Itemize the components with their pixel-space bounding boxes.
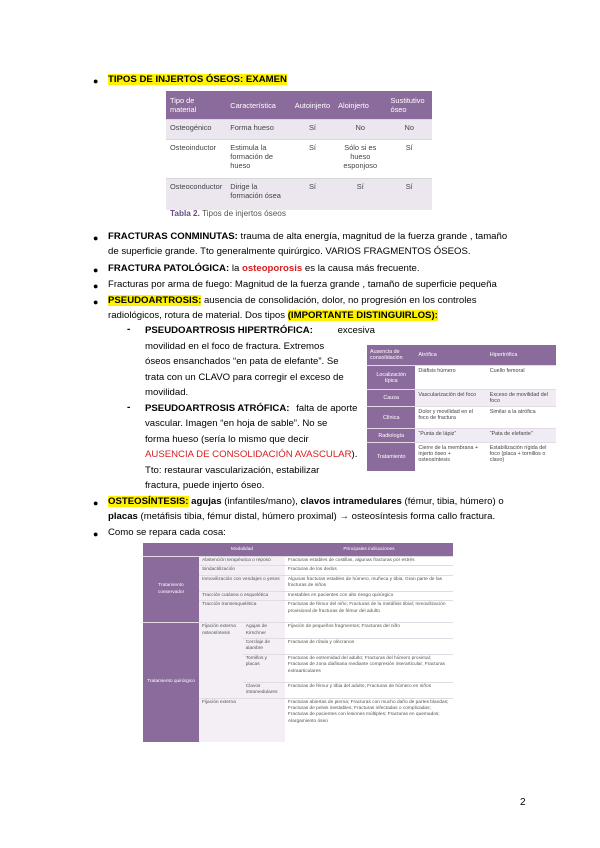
grafts-table — [166, 91, 432, 210]
dash: - — [127, 402, 131, 413]
table-cell: Algunas fracturas estables de húmero, muñeca y tibia; Gran parte de las fracturas de niños — [285, 575, 453, 591]
paragraph: movilidad en el foco de fractura. Extremos — [145, 341, 325, 352]
paragraph — [108, 294, 477, 308]
paragraph: vascular. Imagen “en hoja de sable”. No se — [145, 418, 328, 429]
table-cell: Sí — [291, 179, 334, 211]
table-row — [367, 407, 556, 429]
text-span: placas — [108, 511, 138, 522]
table-cell: “Punta de lápiz” — [415, 429, 486, 443]
table-cell: Sí — [386, 179, 432, 211]
table-header-row — [166, 91, 432, 120]
table-row — [367, 390, 556, 407]
table-cell: Atrófica — [415, 345, 486, 366]
table-cell: Inmovilización con vendajes o yesos — [199, 575, 285, 591]
table-cell: Radiología — [367, 429, 415, 443]
table-cell — [143, 543, 199, 557]
table-cell: Hipertrófica — [487, 345, 556, 366]
text-span: (IMPORTANTE DISTINGUIRLOS): — [287, 310, 438, 321]
paragraph: fractura, puede injerto óseo. — [145, 480, 265, 491]
table-cell: Tratamiento — [367, 443, 415, 471]
text-span: osteoporosis — [241, 263, 303, 274]
table-cell: Agujas de Kirschner — [243, 623, 285, 639]
table-cell: Forma hueso — [226, 120, 290, 140]
text-span: Tabla 2. — [170, 209, 200, 218]
table-cell: Fijación de pequeños fragmentos; Fracturas del niño — [285, 623, 453, 639]
text-span: OSTEOSÍNTESIS: — [108, 496, 189, 507]
paragraph — [108, 262, 420, 276]
paragraph — [145, 448, 357, 462]
text-span: PSEUDOARTROSIS: — [108, 295, 202, 306]
text-span: excesiva — [337, 325, 375, 336]
table-row — [166, 140, 432, 179]
paragraph: de superficie grande. Tto generalmente quirúrgico. VARIOS FRAGMENTOS ÓSEOS. — [108, 246, 471, 257]
table-cell: Inestables en pacientes con alto riesgo quirúrgico — [285, 591, 453, 600]
table-cell: Estimula la formación de hueso — [226, 140, 290, 179]
dash: - — [127, 324, 131, 335]
bullet: ● — [93, 498, 99, 508]
table-row — [166, 120, 432, 140]
text-span: TIPOS DE INJERTOS ÓSEOS: EXAMEN — [108, 74, 287, 85]
table-cell: “Pata de elefante” — [487, 429, 556, 443]
text-span: (metáfisis tibia, fémur distal, húmero proximal) → osteosíntesis forma callo fractura. — [140, 511, 496, 522]
text-span: la — [231, 263, 240, 274]
text-span: (infantiles/mano), — [224, 496, 298, 507]
table-cell: Sí — [291, 140, 334, 179]
table-cell: Cuello femoral — [487, 366, 556, 390]
paragraph — [108, 510, 495, 524]
table-cell: Tratamiento quirúrgico — [143, 623, 199, 742]
text-span: (fémur, tibia, húmero) o — [404, 496, 504, 507]
text-span: PSEUDOARTROSIS HIPERTRÓFICA: — [145, 325, 313, 336]
table-cell: Ausencia de consolidación — [367, 345, 415, 366]
bullet: ● — [93, 281, 99, 291]
paragraph — [108, 230, 507, 244]
table-cell: Fracturas abiertas de pierna; Fracturas con mucho daño de partes blandas; Fracturas de pelvis inestables; Fracturas infectadas o complicadas; Fracturas de pacientes con lesiones múltiples; Fracturas en quemados; Alargamiento óseo — [285, 698, 453, 742]
paragraph — [145, 324, 375, 338]
table-header-row — [143, 543, 453, 557]
text-span: Tipos de injertos óseos — [202, 209, 286, 218]
paragraph: trata con un CLAVO para corregir el exceso de — [145, 372, 344, 383]
text-span: radiológicos, rotura de material. Dos tipos — [108, 310, 286, 321]
table-row — [367, 366, 556, 390]
section-title — [108, 73, 287, 87]
column-header: Autoinjerto — [291, 91, 334, 120]
table-cell: Clínica — [367, 407, 415, 429]
table-cell: Sí — [334, 179, 386, 211]
table-cell: Fracturas de fémur y tibia del adulto; Fracturas de húmero en niños — [285, 682, 453, 698]
table-cell: Exceso de movilidad del foco — [487, 390, 556, 407]
paragraph: Fracturas por arma de fuego: Magnitud de la fuerza grande , tamaño de superficie pequeña — [108, 279, 497, 290]
table-cell: Osteoinductor — [166, 140, 226, 179]
pseudoarthrosis-table — [367, 345, 556, 471]
table-caption — [170, 209, 286, 218]
text-span: FRACTURA PATOLÓGICA: — [108, 263, 230, 274]
table-cell: Tracción cutánea o esquelética — [199, 591, 285, 600]
table-cell: Tratamiento conservador — [143, 557, 199, 623]
table-cell: Fracturas de fémur del niño; Fracturas de la metáfisis tibial; Inmovilización provisional de fracturas de fémur del adulto — [285, 601, 453, 623]
paragraph: movilidad. — [145, 387, 189, 398]
table-cell: Similar a la atrófica — [487, 407, 556, 429]
table-cell: Dolor y movilidad en el foco de fractura — [415, 407, 486, 429]
table-cell: No — [386, 120, 432, 140]
bullet: ● — [93, 297, 99, 307]
table-cell: Osteogénico — [166, 120, 226, 140]
table-cell: Localización típica — [367, 366, 415, 390]
table-cell: Fracturas de los dedos — [285, 566, 453, 575]
column-header: Tipo de material — [166, 91, 226, 120]
table-cell: Causa — [367, 390, 415, 407]
text-span: trauma de alta energía, magnitud de la fuerza grande , tamaño — [240, 231, 508, 242]
table-cell: Clavos intramedulares — [243, 682, 285, 698]
text-span: AUSENCIA DE CONSOLIDACIÓN AVASCULAR — [145, 449, 352, 460]
text-span: falta de aporte — [296, 403, 358, 414]
table-cell: Cierre de la membrana + injerto óseo + osteosíntesis — [415, 443, 486, 471]
column-header: Característica — [226, 91, 290, 120]
paragraph: Como se repara cada cosa: — [108, 527, 226, 538]
table-cell: Fijación externa — [199, 698, 285, 742]
column-header: Sustitutivo óseo — [386, 91, 432, 120]
table-row — [367, 429, 556, 443]
page-number: 2 — [520, 797, 526, 808]
table-cell: Diáfisis húmero — [415, 366, 486, 390]
table-cell: Fijación externa osteosíntesis — [199, 623, 243, 698]
bullet: ● — [93, 529, 99, 539]
bullet: ● — [93, 76, 99, 86]
table-cell: Tornillos y placas — [243, 654, 285, 682]
paragraph — [145, 402, 357, 416]
paragraph — [108, 309, 438, 323]
table-cell: Modalidad — [199, 543, 285, 557]
column-header: Aloinjerto — [334, 91, 386, 120]
table-cell: Fracturas estables de costillas, algunas fracturas por estrés — [285, 557, 453, 566]
bullet: ● — [93, 265, 99, 275]
table-cell: Sí — [386, 140, 432, 179]
text-span: es la causa más frecuente. — [304, 263, 420, 274]
table-cell: Cerclaje de alambre — [243, 639, 285, 655]
table-cell: Abstención terapéutica o reposo — [199, 557, 285, 566]
table-row — [143, 623, 453, 639]
paragraph — [108, 495, 504, 509]
table-cell: Fracturas de rótula y olécranon — [285, 639, 453, 655]
paragraph: óseos ensanchados “en pata de elefante”. Se — [145, 356, 339, 367]
paragraph: Tto: restaurar vascularización, estabilizar — [145, 465, 320, 476]
bullet: ● — [93, 233, 99, 243]
table-header-row — [367, 345, 556, 366]
table-cell: Estabilización rígida del foco (placa + tornillos o clavo) — [487, 443, 556, 471]
text-span: PSEUDOARTROSIS ATRÓFICA: — [145, 403, 290, 414]
table-cell: Osteoconductor — [166, 179, 226, 211]
text-span: ). — [351, 449, 358, 460]
table-cell: No — [334, 120, 386, 140]
text-span: ausencia de consolidación, dolor, no progresión en los controles — [203, 295, 477, 306]
table-cell: Sindactilización — [199, 566, 285, 575]
table-cell: Fracturas de extremidad del adulto; Fracturas del húmero proximal; Fracturas de zona diafisaria mediante compresión interarticular; Fracturas extraarticulares — [285, 654, 453, 682]
table-cell: Sí — [291, 120, 334, 140]
table-row — [143, 557, 453, 566]
table-row — [166, 179, 432, 211]
text-span: agujas — [191, 496, 222, 507]
text-span: clavos intramedulares — [300, 496, 402, 507]
table-cell: Principales indicaciones — [285, 543, 453, 557]
paragraph: forma hueso (sería lo mismo que decir — [145, 434, 309, 445]
table-row — [367, 443, 556, 471]
table-cell: Tracción transesquelética — [199, 601, 285, 623]
treatment-table — [143, 543, 453, 742]
table-cell: Sólo si es hueso esponjoso — [334, 140, 386, 179]
table-cell: Vascularización del foco — [415, 390, 486, 407]
table-cell: Dirige la formación ósea — [226, 179, 290, 211]
text-span: FRACTURAS CONMINUTAS: — [108, 231, 238, 242]
